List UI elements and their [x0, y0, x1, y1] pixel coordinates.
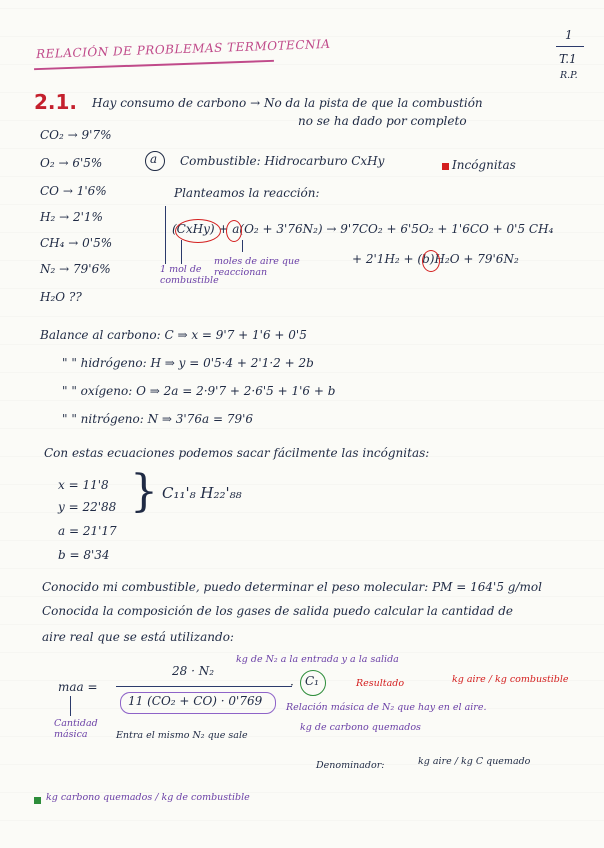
balance-carbon: Balance al carbono: C ⇒ x = 9'7 + 1'6 + 0'5: [40, 328, 307, 342]
note-mass: Relación másica de N₂ que hay en el aire.: [286, 702, 487, 713]
molecular-line-1: Conocido mi combustible, puedo determinar el peso molecular: PM = 164'5 g/mol: [42, 580, 542, 594]
composition-item: CH₄ → 0'5%: [40, 236, 113, 250]
composition-item: O₂ → 6'5%: [40, 156, 103, 170]
title-underline: [34, 60, 274, 70]
note-massrel: Cantidad másica: [54, 718, 98, 740]
solution-brace: }: [130, 466, 158, 517]
denominator-units: kg aire / kg C quemado: [418, 756, 531, 767]
formula-c1: C₁: [305, 674, 319, 688]
label-a: a: [150, 152, 158, 166]
footer-note: kg carbono quemados / kg de combustible: [46, 792, 250, 803]
b-circle: [422, 250, 440, 272]
composition-item: N₂ → 79'6%: [40, 262, 111, 276]
solution-y: y = 22'88: [58, 500, 117, 514]
denominator-label: Denominador:: [316, 760, 385, 771]
page-sub: T.1: [559, 52, 577, 66]
solution-a: a = 21'17: [58, 524, 117, 538]
note-n2-exit: Entra el mismo N₂ que sale: [116, 730, 248, 741]
unknowns-marker-icon: [442, 163, 449, 170]
fraction-bar: [116, 686, 292, 687]
formula-denominator: 11 (CO₂ + CO) · 0'769: [128, 694, 263, 708]
solution-formula: C₁₁'₈ H₂₂'₈₈: [162, 484, 242, 502]
composition-item: CO₂ → 9'7%: [40, 128, 112, 142]
unknowns-label: Incógnitas: [452, 158, 516, 172]
reaction-bracket: [165, 206, 166, 264]
note-units: kg aire / kg combustible: [452, 674, 569, 685]
statement-line-1: Hay consumo de carbono → No da la pista de que la combustión: [92, 96, 483, 110]
composition-item: H₂O ??: [40, 290, 82, 304]
page-number: 1: [565, 28, 573, 42]
arrow-air: [242, 240, 243, 252]
page-title: RELACIÓN DE PROBLEMAS TERMOTECNIA: [35, 36, 331, 62]
reaction-lhs: (CxHy) + a(O₂ + 3'76N₂) → 9'7CO₂ + 6'5O₂ + 1'6CO + 0'5 CH₄: [172, 222, 554, 236]
note-result: Resultado: [356, 678, 405, 689]
solution-b: b = 8'34: [58, 548, 110, 562]
a-circle: [226, 220, 242, 242]
denominator-box: [120, 692, 276, 714]
statement-line-2: no se ha dado por completo: [298, 114, 467, 128]
formula-numerator: 28 · N₂: [172, 664, 215, 678]
note-mol: 1 mol de combustible: [160, 264, 219, 286]
reaction-rhs: + 2'1H₂ + (b)H₂O + 79'6N₂: [352, 252, 519, 266]
solve-line: Con estas ecuaciones podemos sacar fácilmente las incógnitas:: [44, 446, 430, 460]
initials: R.P.: [560, 70, 578, 81]
balance-nitrogen: " " nitrógeno: N ⇒ 3'76a = 79'6: [62, 412, 254, 426]
reaction-heading: Planteamos la reacción:: [174, 186, 320, 200]
composition-item: CO → 1'6%: [40, 184, 107, 198]
note-carbon: kg de carbono quemados: [300, 722, 421, 733]
molecular-line-3: aire real que se está utilizando:: [42, 630, 234, 644]
molecular-line-2: Conocida la composición de los gases de salida puedo calcular la cantidad de: [42, 604, 513, 618]
fuel-text: Combustible: Hidrocarburo CxHy: [180, 154, 385, 168]
formula-dot: ·: [290, 678, 294, 692]
note-air: moles de aire que reaccionan: [214, 256, 300, 278]
arrow-mol: [181, 240, 182, 264]
formula-lhs: maa =: [58, 680, 98, 694]
solution-x: x = 11'8: [58, 478, 109, 492]
balance-oxygen: " " oxígeno: O ⇒ 2a = 2·9'7 + 2·6'5 + 1'6 + b: [62, 384, 336, 398]
balance-hydrogen: " " hidrógeno: H ⇒ y = 0'5·4 + 2'1·2 + 2b: [62, 356, 314, 370]
arrow-massrel: [70, 696, 71, 716]
page-number-rule: [556, 46, 584, 47]
problem-number: 2.1.: [34, 90, 78, 114]
green-marker-icon: [34, 797, 41, 804]
note-n2: kg de N₂ a la entrada y a la salida: [236, 654, 399, 665]
composition-item: H₂ → 2'1%: [40, 210, 103, 224]
